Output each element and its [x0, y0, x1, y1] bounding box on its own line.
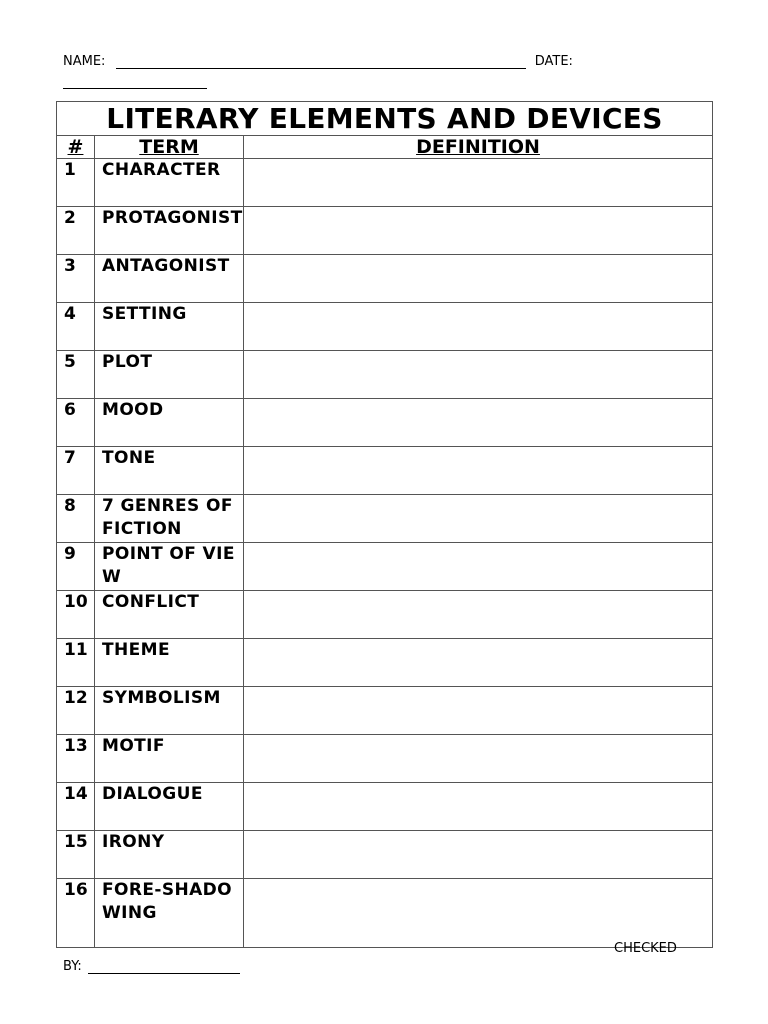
table-row [57, 399, 713, 447]
table-row [57, 639, 713, 687]
row-number: 3 [57, 255, 95, 303]
row-number: 11 [57, 639, 95, 687]
row-number: 14 [57, 783, 95, 831]
table-row [57, 159, 713, 207]
date-label: DATE: [534, 54, 573, 69]
date-field[interactable] [63, 74, 207, 89]
row-number: 5 [57, 351, 95, 399]
row-term: 7 GENRES OF FICTION [95, 495, 244, 543]
row-definition-field[interactable] [244, 783, 713, 831]
table-row [57, 255, 713, 303]
row-term: CHARACTER [95, 159, 244, 207]
row-definition-field[interactable] [244, 879, 713, 948]
row-definition-field[interactable] [244, 447, 713, 495]
row-definition-field[interactable] [244, 831, 713, 879]
row-term: DIALOGUE [95, 783, 244, 831]
row-definition-field[interactable] [244, 255, 713, 303]
row-number: 16 [57, 879, 95, 948]
row-number: 1 [57, 159, 95, 207]
row-term: CONFLICT [95, 591, 244, 639]
row-term: FORE-SHADOWING [95, 879, 244, 948]
table-row [57, 447, 713, 495]
column-header-definition: DEFINITION [244, 136, 713, 159]
row-term: POINT OF VIEW [95, 543, 244, 591]
by-label: BY: [63, 959, 82, 974]
column-header-number: # [57, 136, 95, 159]
row-term: PLOT [95, 351, 244, 399]
row-term: ANTAGONIST [95, 255, 244, 303]
column-header-term: TERM [95, 136, 244, 159]
table-row [57, 735, 713, 783]
checked-label: CHECKED [614, 941, 677, 956]
row-definition-field[interactable] [244, 207, 713, 255]
row-term: PROTAGONIST [95, 207, 244, 255]
row-term: SYMBOLISM [95, 687, 244, 735]
row-number: 4 [57, 303, 95, 351]
row-number: 15 [57, 831, 95, 879]
row-number: 10 [57, 591, 95, 639]
row-term: MOTIF [95, 735, 244, 783]
row-term: MOOD [95, 399, 244, 447]
row-term: IRONY [95, 831, 244, 879]
table-row [57, 303, 713, 351]
row-definition-field[interactable] [244, 159, 713, 207]
table-row [57, 879, 713, 948]
name-field[interactable] [116, 54, 526, 69]
row-definition-field[interactable] [244, 543, 713, 591]
row-number: 7 [57, 447, 95, 495]
row-number: 6 [57, 399, 95, 447]
checked-by-field[interactable] [88, 959, 240, 974]
table-title: LITERARY ELEMENTS AND DEVICES [57, 102, 713, 136]
table-row [57, 351, 713, 399]
checked-by-line [63, 959, 240, 974]
table-row [57, 687, 713, 735]
row-definition-field[interactable] [244, 639, 713, 687]
row-definition-field[interactable] [244, 303, 713, 351]
row-number: 8 [57, 495, 95, 543]
row-definition-field[interactable] [244, 687, 713, 735]
row-term: THEME [95, 639, 244, 687]
row-definition-field[interactable] [244, 399, 713, 447]
row-definition-field[interactable] [244, 735, 713, 783]
table-row [57, 783, 713, 831]
row-definition-field[interactable] [244, 591, 713, 639]
row-definition-field[interactable] [244, 351, 713, 399]
table-row [57, 543, 713, 591]
row-term: SETTING [95, 303, 244, 351]
table-row [57, 831, 713, 879]
name-label: NAME: [63, 54, 106, 69]
row-definition-field[interactable] [244, 495, 713, 543]
row-number: 9 [57, 543, 95, 591]
row-number: 2 [57, 207, 95, 255]
table-row [57, 591, 713, 639]
row-number: 12 [57, 687, 95, 735]
table-row [57, 207, 713, 255]
table-row [57, 495, 713, 543]
row-number: 13 [57, 735, 95, 783]
literary-terms-table [56, 101, 713, 948]
name-date-line [63, 54, 573, 69]
row-term: TONE [95, 447, 244, 495]
